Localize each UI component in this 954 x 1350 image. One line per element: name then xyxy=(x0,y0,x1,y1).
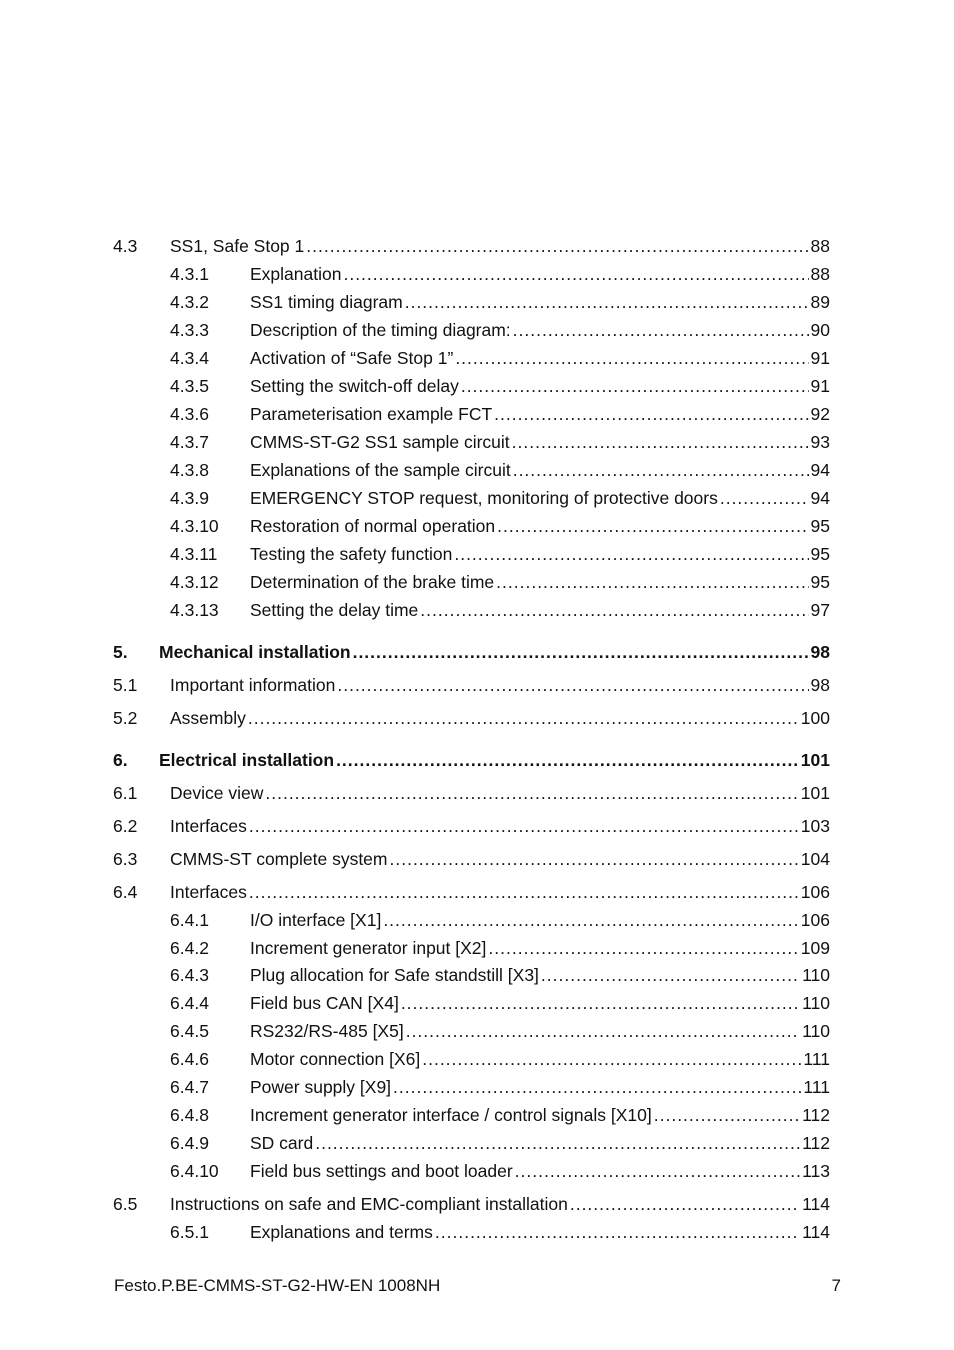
toc-dot-leader xyxy=(496,569,808,595)
toc-entry-number: 4.3.6 xyxy=(170,404,209,424)
toc-entry-number: 6.1 xyxy=(113,783,138,803)
toc-entry-page-number: 93 xyxy=(809,429,830,455)
toc-entry-number: 4.3.5 xyxy=(170,376,209,396)
toc-entry-leader-row xyxy=(250,457,809,483)
toc-dot-leader xyxy=(248,705,799,731)
toc-dot-leader xyxy=(390,846,799,872)
toc-entry-title[interactable]: Description of the timing diagram: xyxy=(250,320,511,340)
toc-dot-leader xyxy=(249,813,799,839)
toc-dot-leader xyxy=(393,1074,801,1100)
toc-entry-page-number: 98 xyxy=(809,672,830,698)
toc-entry-number: 6.4.6 xyxy=(170,1049,209,1069)
toc-dot-leader xyxy=(337,672,808,698)
toc-entry-page-number: 98 xyxy=(809,639,830,665)
toc-entry[interactable] xyxy=(0,1074,954,1100)
toc-entry-title[interactable]: Field bus CAN [X4] xyxy=(250,993,399,1013)
toc-entry-page-number: 104 xyxy=(799,846,830,872)
toc-entry-title[interactable]: Setting the switch-off delay xyxy=(250,376,459,396)
toc-entry-number: 4.3.2 xyxy=(170,292,209,312)
toc-entry-page-number: 92 xyxy=(809,401,830,427)
toc-entry-page-number: 95 xyxy=(809,513,830,539)
toc-entry[interactable] xyxy=(0,1018,954,1044)
toc-entry-page-number: 114 xyxy=(800,1219,830,1245)
toc-entry-leader-row xyxy=(250,1158,800,1184)
toc-entry-leader-row xyxy=(170,1191,800,1217)
toc-entry[interactable] xyxy=(0,780,954,806)
toc-entry-page-number: 97 xyxy=(809,597,830,623)
toc-entry-leader-row xyxy=(170,780,799,806)
toc-dot-leader xyxy=(488,935,798,961)
toc-entry-title[interactable]: I/O interface [X1] xyxy=(250,910,382,930)
toc-entry-leader-row xyxy=(159,747,799,773)
toc-entry-title[interactable]: Determination of the brake time xyxy=(250,572,495,592)
toc-entry[interactable] xyxy=(0,935,954,961)
toc-dot-leader xyxy=(513,457,809,483)
toc-dot-leader xyxy=(383,907,798,933)
toc-dot-leader xyxy=(720,485,809,511)
toc-entry-leader-row xyxy=(250,1219,800,1245)
toc-entry-title[interactable]: Testing the safety function xyxy=(250,544,453,564)
toc-entry-title[interactable]: Plug allocation for Safe standstill [X3] xyxy=(250,965,539,985)
toc-entry-title[interactable]: Setting the delay time xyxy=(250,600,419,620)
toc-entry-title[interactable]: Instructions on safe and EMC-compliant installation xyxy=(170,1194,568,1214)
toc-entry[interactable] xyxy=(0,1219,954,1245)
toc-entry-page-number: 103 xyxy=(799,813,830,839)
toc-dot-leader xyxy=(315,1130,800,1156)
toc-entry[interactable] xyxy=(0,569,954,595)
toc-entry-leader-row xyxy=(159,639,809,665)
toc-dot-leader xyxy=(343,261,808,287)
toc-dot-leader xyxy=(353,639,809,665)
toc-entry-number: 5.2 xyxy=(113,708,138,728)
toc-dot-leader xyxy=(422,1046,801,1072)
toc-entry-leader-row xyxy=(250,569,809,595)
toc-entry-page-number: 106 xyxy=(799,907,830,933)
toc-entry[interactable] xyxy=(0,879,954,905)
toc-entry[interactable] xyxy=(0,485,954,511)
toc-entry-leader-row xyxy=(250,907,799,933)
toc-entry-leader-row xyxy=(170,233,809,259)
toc-entry-page-number: 90 xyxy=(809,317,830,343)
toc-entry-title[interactable]: Mechanical installation xyxy=(159,642,351,662)
toc-entry[interactable] xyxy=(0,233,954,259)
toc-entry-title[interactable]: Electrical installation xyxy=(159,750,335,770)
toc-entry-title[interactable]: Motor connection [X6] xyxy=(250,1049,421,1069)
toc-entry-number: 4.3.12 xyxy=(170,572,219,592)
toc-dot-leader xyxy=(420,597,808,623)
toc-entry-page-number: 91 xyxy=(809,345,830,371)
toc-entry[interactable] xyxy=(0,1191,954,1217)
toc-entry-number: 6.3 xyxy=(113,849,138,869)
toc-entry-page-number: 101 xyxy=(799,780,830,806)
toc-entry[interactable] xyxy=(0,457,954,483)
toc-entry-number: 6.4.9 xyxy=(170,1133,209,1153)
toc-entry-page-number: 94 xyxy=(809,457,830,483)
toc-entry-number: 6.4.8 xyxy=(170,1105,209,1125)
toc-entry[interactable] xyxy=(0,672,954,698)
toc-entry-title[interactable]: Explanation xyxy=(250,264,342,284)
toc-entry-number: 6.4.3 xyxy=(170,965,209,985)
toc-entry-page-number: 111 xyxy=(801,1046,830,1072)
toc-entry-leader-row xyxy=(170,672,809,698)
toc-entry[interactable] xyxy=(0,990,954,1016)
toc-entry-page-number: 109 xyxy=(799,935,830,961)
toc-entry-number: 5.1 xyxy=(113,675,138,695)
toc-entry-number: 6.4.1 xyxy=(170,910,209,930)
toc-entry-page-number: 95 xyxy=(809,541,830,567)
toc-dot-leader xyxy=(401,990,800,1016)
toc-entry-page-number: 112 xyxy=(800,1102,830,1128)
toc-entry-leader-row xyxy=(250,485,809,511)
toc-dot-leader xyxy=(265,780,798,806)
toc-entry-number: 6.4.4 xyxy=(170,993,209,1013)
toc-entry-title[interactable]: Restoration of normal operation xyxy=(250,516,496,536)
toc-entry-leader-row xyxy=(250,373,809,399)
toc-entry-title[interactable]: Device view xyxy=(170,783,264,803)
toc-entry-title[interactable]: Increment generator interface / control signals [X10] xyxy=(250,1105,652,1125)
toc-entry-number: 6.4.5 xyxy=(170,1021,209,1041)
toc-entry-number: 4.3.10 xyxy=(170,516,219,536)
toc-entry-number: 4.3 xyxy=(113,236,138,256)
toc-entry-title[interactable]: CMMS-ST-G2 SS1 sample circuit xyxy=(250,432,510,452)
toc-entry-number: 6.2 xyxy=(113,816,138,836)
toc-entry-title[interactable]: RS232/RS-485 [X5] xyxy=(250,1021,404,1041)
toc-entry-page-number: 91 xyxy=(809,373,830,399)
toc-entry[interactable] xyxy=(0,639,954,665)
toc-entry-title[interactable]: EMERGENCY STOP request, monitoring of protective doors xyxy=(250,488,718,508)
toc-entry-number: 5. xyxy=(113,642,128,662)
toc-entry[interactable] xyxy=(0,846,954,872)
toc-entry-page-number: 113 xyxy=(800,1158,830,1184)
toc-entry-leader-row xyxy=(250,289,809,315)
toc-entry-number: 4.3.9 xyxy=(170,488,209,508)
toc-entry-leader-row xyxy=(250,935,799,961)
toc-entry[interactable] xyxy=(0,962,954,988)
footer-page-number: 7 xyxy=(831,1276,841,1295)
toc-entry[interactable] xyxy=(0,317,954,343)
toc-dot-leader xyxy=(515,1158,800,1184)
toc-entry-leader-row xyxy=(170,846,799,872)
toc-entry-page-number: 100 xyxy=(799,705,830,731)
toc-entry-title[interactable]: Interfaces xyxy=(170,882,247,902)
toc-dot-leader xyxy=(570,1191,800,1217)
toc-entry-page-number: 111 xyxy=(801,1074,830,1100)
toc-entry-number: 6.5 xyxy=(113,1194,138,1214)
toc-entry-title[interactable]: Power supply [X9] xyxy=(250,1077,392,1097)
toc-entry-title[interactable]: Field bus settings and boot loader xyxy=(250,1161,513,1181)
toc-entry-leader-row xyxy=(170,813,799,839)
toc-dot-leader xyxy=(512,429,809,455)
toc-entry-title[interactable]: SS1, Safe Stop 1 xyxy=(170,236,305,256)
toc-entry-page-number: 89 xyxy=(809,289,830,315)
toc-entry-leader-row xyxy=(170,879,799,905)
toc-dot-leader xyxy=(497,513,808,539)
toc-entry-page-number: 94 xyxy=(809,485,830,511)
toc-entry-page-number: 95 xyxy=(809,569,830,595)
toc-dot-leader xyxy=(455,345,808,371)
toc-entry[interactable] xyxy=(0,429,954,455)
toc-dot-leader xyxy=(454,541,808,567)
toc-entry-number: 6.4.2 xyxy=(170,938,209,958)
toc-entry-number: 6.4.7 xyxy=(170,1077,209,1097)
toc-entry-page-number: 88 xyxy=(809,261,830,287)
toc-entry[interactable] xyxy=(0,1046,954,1072)
toc-entry-number: 6.5.1 xyxy=(170,1222,209,1242)
toc-entry-leader-row xyxy=(250,513,809,539)
toc-entry[interactable] xyxy=(0,261,954,287)
toc-entry-page-number: 101 xyxy=(799,747,830,773)
toc-entry-leader-row xyxy=(250,990,800,1016)
toc-dot-leader xyxy=(461,373,809,399)
toc-entry-page-number: 110 xyxy=(800,990,830,1016)
toc-entry-page-number: 110 xyxy=(800,962,830,988)
toc-entry[interactable] xyxy=(0,597,954,623)
toc-dot-leader xyxy=(405,289,809,315)
toc-entry[interactable] xyxy=(0,373,954,399)
toc-entry-number: 4.3.4 xyxy=(170,348,209,368)
toc-entry-title[interactable]: SD card xyxy=(250,1133,314,1153)
toc-entry[interactable] xyxy=(0,1102,954,1128)
toc-entry-leader-row xyxy=(250,1102,800,1128)
toc-entry-number: 4.3.7 xyxy=(170,432,209,452)
toc-entry-number: 6.4.10 xyxy=(170,1161,219,1181)
toc-entry-leader-row xyxy=(170,705,799,731)
toc-entry-page-number: 106 xyxy=(799,879,830,905)
toc-entry-title[interactable]: Explanations and terms xyxy=(250,1222,433,1242)
toc-entry-page-number: 114 xyxy=(800,1191,830,1217)
toc-dot-leader xyxy=(541,962,800,988)
toc-entry-leader-row xyxy=(250,541,809,567)
toc-entry-title[interactable]: Interfaces xyxy=(170,816,247,836)
toc-entry-leader-row xyxy=(250,1130,800,1156)
toc-entry-number: 6. xyxy=(113,750,128,770)
toc-entry-number: 4.3.3 xyxy=(170,320,209,340)
toc-entry-leader-row xyxy=(250,962,800,988)
toc-entry[interactable] xyxy=(0,907,954,933)
toc-entry-title[interactable]: Increment generator input [X2] xyxy=(250,938,487,958)
toc-entry-leader-row xyxy=(250,401,809,427)
toc-dot-leader xyxy=(494,401,808,427)
toc-dot-leader xyxy=(435,1219,800,1245)
toc-entry[interactable] xyxy=(0,747,954,773)
toc-entry-title[interactable]: Activation of “Safe Stop 1” xyxy=(250,348,454,368)
toc-entry-leader-row xyxy=(250,345,809,371)
toc-entry[interactable] xyxy=(0,1158,954,1184)
toc-entry-title[interactable]: Important information xyxy=(170,675,336,695)
toc-entry-title[interactable]: Explanations of the sample circuit xyxy=(250,460,511,480)
toc-dot-leader xyxy=(336,747,799,773)
toc-entry[interactable] xyxy=(0,289,954,315)
toc-dot-leader xyxy=(249,879,799,905)
toc-entry-title[interactable]: Parameterisation example FCT xyxy=(250,404,493,424)
toc-entry-leader-row xyxy=(250,317,809,343)
toc-entry-leader-row xyxy=(250,1074,801,1100)
toc-entry-page-number: 112 xyxy=(800,1130,830,1156)
toc-entry-page-number: 88 xyxy=(809,233,830,259)
toc-dot-leader xyxy=(654,1102,800,1128)
toc-entry-leader-row xyxy=(250,261,809,287)
toc-entry-title[interactable]: Assembly xyxy=(170,708,246,728)
toc-entry[interactable] xyxy=(0,705,954,731)
footer-document-id: Festo.P.BE-CMMS-ST-G2-HW-EN 1008NH xyxy=(114,1276,441,1295)
toc-entry[interactable] xyxy=(0,401,954,427)
toc-entry-number: 4.3.1 xyxy=(170,264,209,284)
toc-entry[interactable] xyxy=(0,813,954,839)
toc-entry-number: 6.4 xyxy=(113,882,138,902)
toc-entry[interactable] xyxy=(0,345,954,371)
toc-entry[interactable] xyxy=(0,541,954,567)
toc-entry-number: 4.3.13 xyxy=(170,600,219,620)
toc-entry-leader-row xyxy=(250,597,809,623)
toc-entry-leader-row xyxy=(250,1046,801,1072)
toc-entry-number: 4.3.11 xyxy=(170,544,218,564)
toc-dot-leader xyxy=(306,233,808,259)
toc-entry[interactable] xyxy=(0,1130,954,1156)
toc-entry-leader-row xyxy=(250,1018,800,1044)
toc-entry-number: 4.3.8 xyxy=(170,460,209,480)
toc-entry-page-number: 110 xyxy=(800,1018,830,1044)
toc-entry[interactable] xyxy=(0,513,954,539)
toc-entry-title[interactable]: CMMS-ST complete system xyxy=(170,849,388,869)
toc-dot-leader xyxy=(513,317,809,343)
toc-entry-title[interactable]: SS1 timing diagram xyxy=(250,292,403,312)
toc-entry-leader-row xyxy=(250,429,809,455)
toc-dot-leader xyxy=(406,1018,800,1044)
